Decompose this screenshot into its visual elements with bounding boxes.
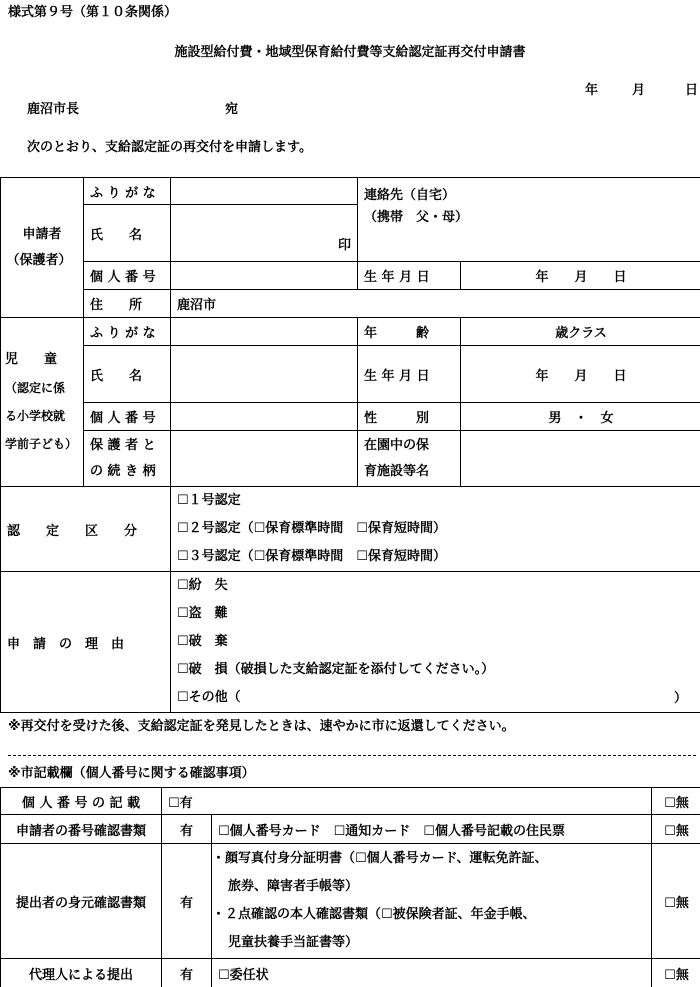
child-birthdate-label: 生 年 月 日	[358, 346, 461, 403]
city-row3-no[interactable]: ☐無	[652, 844, 700, 959]
child-gender-label: 性 別	[358, 403, 461, 431]
applicant-furigana-field[interactable]	[171, 178, 358, 205]
reason-option-damaged[interactable]: ☐破 損（破損した支給認定証を添付してください。）	[177, 662, 495, 677]
child-name-label: 氏 名	[84, 346, 171, 403]
intro-text: 次のとおり、支給認定証の再交付を申請します。	[27, 140, 312, 155]
city-row4-no[interactable]: ☐無	[652, 959, 700, 987]
child-age-field[interactable]: 歳クラス	[461, 318, 700, 346]
applicant-birthdate-field[interactable]: 年 月 日	[461, 262, 700, 290]
divider	[8, 755, 696, 756]
child-furigana-label: ふりがな	[84, 318, 171, 346]
applicant-address-label: 住 所	[84, 290, 171, 318]
city-row4-yes: 有	[162, 959, 212, 987]
city-row4-docs[interactable]: ☐委任状	[212, 959, 652, 987]
addressee: 鹿沼市長	[27, 102, 80, 117]
addressee-suffix: 宛	[225, 102, 239, 117]
applicant-mynumber-field[interactable]	[171, 262, 358, 290]
child-age-label: 年 齢	[358, 318, 461, 346]
reason-option-discarded[interactable]: ☐破 棄	[177, 634, 228, 649]
date-month: 月	[632, 83, 646, 98]
child-gender-field[interactable]: 男 ・ 女	[461, 403, 700, 431]
city-row3-docs[interactable]: ・顔写真付身分証明書（☐個人番号カード、運転免許証、 旅券、障害者手帳等） ・２点確認の本人確認書類（☐被保険者証、年金手帳、 児童扶養手当証書等）	[212, 844, 652, 959]
reason-label: 申 請 の 理 由	[1, 572, 171, 713]
certification-options	[171, 487, 700, 572]
child-section-label: 児 童 （認定に係 る小学校就 学前子ども）	[1, 318, 84, 487]
applicant-address-field[interactable]: 鹿沼市	[171, 290, 700, 318]
child-name-field[interactable]	[171, 346, 358, 403]
certification-label: 認 定 区 分	[1, 487, 171, 572]
certification-option[interactable]: ☐２号認定（☐保育標準時間 ☐保育短時間）	[177, 521, 446, 536]
child-facility-field[interactable]	[461, 431, 700, 487]
date-year: 年	[585, 83, 599, 98]
city-row1-yes[interactable]: ☐有	[162, 788, 652, 815]
child-relation-label: 保護者と の続き柄	[84, 431, 171, 487]
city-row4-label: 代理人による提出	[1, 959, 162, 987]
city-row2-docs[interactable]: ☐個人番号カード ☐通知カード ☐個人番号記載の住民票	[212, 815, 652, 844]
reason-other-close: ）	[674, 691, 688, 706]
city-row1-no[interactable]: ☐無	[652, 788, 700, 815]
applicant-section-label: 申請者 （保護者）	[1, 178, 84, 318]
city-row2-label: 申請者の番号確認書類	[1, 815, 162, 844]
applicant-furigana-label: ふりがな	[84, 178, 171, 205]
child-birthdate-field[interactable]: 年 月 日	[461, 346, 700, 403]
reason-options	[171, 572, 700, 713]
form-number: 様式第９号（第１０条関係）	[8, 5, 178, 20]
applicant-birthdate-label: 生年月日	[358, 262, 461, 290]
applicant-mynumber-label: 個人番号	[84, 262, 171, 290]
city-row2-no[interactable]: ☐無	[652, 815, 700, 844]
applicant-contact[interactable]: 連絡先（自宅） （携帯 父・母）	[358, 178, 700, 262]
certification-option[interactable]: ☐１号認定	[177, 493, 241, 508]
reason-option-lost[interactable]: ☐紛 失	[177, 578, 228, 593]
certification-option[interactable]: ☐３号認定（☐保育標準時間 ☐保育短時間）	[177, 549, 446, 564]
applicant-name-field[interactable]	[171, 205, 358, 262]
notice-text: ※再交付を受けた後、支給認定証を発見したときは、速やかに市に返還してください。	[8, 719, 515, 734]
child-mynumber-label: 個人番号	[84, 403, 171, 431]
city-section-title: ※市記載欄（個人番号に関する確認事項）	[8, 766, 255, 781]
child-relation-field[interactable]	[171, 431, 358, 487]
applicant-name-label: 氏 名	[84, 205, 171, 262]
application-table	[0, 177, 700, 713]
reason-option-other[interactable]: ☐その他（	[177, 690, 241, 705]
city-row2-yes: 有	[162, 815, 212, 844]
child-furigana-field[interactable]	[171, 318, 358, 346]
reason-option-stolen[interactable]: ☐盗 難	[177, 606, 228, 621]
city-row3-label: 提出者の身元確認書類	[1, 844, 162, 959]
child-facility-label: 在園中の保 育施設等名	[358, 431, 461, 487]
form-title: 施設型給付費・地域型保育給付費等支給認定証再交付申請書	[174, 45, 526, 60]
city-table	[0, 787, 700, 987]
city-row3-yes: 有	[162, 844, 212, 959]
date-day: 日	[685, 83, 699, 98]
seal-mark: 印	[337, 238, 351, 253]
child-mynumber-field[interactable]	[171, 403, 358, 431]
city-row1-label: 個 人 番 号 の 記 載	[1, 788, 162, 815]
